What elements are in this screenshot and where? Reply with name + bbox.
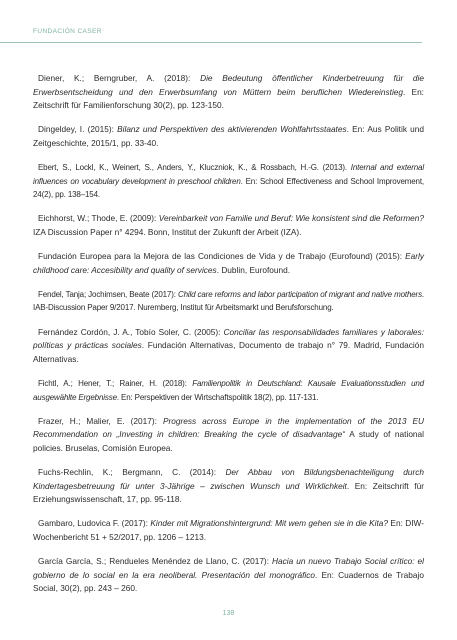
- reference-item: Frazer, H.; Malier, E. (2017): Progress across Europe in the implementation of the 2013 EU Recommendation on „Investing in children: Breaking the cycle of disadvantage“ A study of national policies. Bruselas, Comisión Europea.: [33, 415, 424, 453]
- reference-item: Gambaro, Ludovica F. (2017): Kinder mit Migrationshintergrund: Mit wem gehen sie in die Kita? En: DIW-Wochenbericht 51 + 52/2017, pp. 1206 – 1213.: [33, 518, 424, 542]
- reference-item: Eichhorst, W.; Thode, E. (2009): Vereinbarkeit von Familie und Beruf: Wie konsistent sind die Reformen? IZA Discussion Paper n° 4294. Bonn, Institut der Zukunft der Arbeit (IZA).: [33, 213, 424, 237]
- reference-item: Fundación Europea para la Mejora de las Condiciones de Vida y de Trabajo (Eurofound) (2015): Early childhood care: Accesibility and quality of services. Dublin, Eurofound.: [33, 251, 424, 275]
- reference-list: [33, 72, 424, 607]
- page-number: 138: [222, 610, 235, 617]
- reference-item: Fuchs-Rechlin, K.; Bergmann, C. (2014): Der Abbau von Bildungsbenachteiligung durch Kindertagesbetreuung für unter 3-Jährige – zwischen Wunsch und Wirklichkeit. En: Zeitschrift für Erziehungswissenschaft, 17, pp. 95-118.: [33, 467, 425, 505]
- reference-item: Diener, K.; Berngruber, A. (2018): Die Bedeutung öffentlicher Kinderbetreuung für die Erwerbsentscheidung und den Erwerbsumfang von Müttern beim beruflichen Wiedereinstieg. En: Zeitschrift für Familienforschung 30(2), pp. 123-150.: [33, 73, 425, 110]
- running-header: FUNDACIÓN CASER: [33, 28, 102, 35]
- reference-item: Fendel, Tanja; Jochimsen, Beate (2017): Child care reforms and labor participation of migrant and native mothers. IAB-Discussion Paper 9/2017. Nuremberg, Institut für Arbeitsmarkt und Berufsforschung.: [33, 289, 424, 313]
- reference-item: Fernández Cordón, J. A., Tobío Soler, C. (2005): Conciliar las responsabilidades familiares y laborales: políticas y prácticas sociales. Fundación Alternativas, Documento de trabajo n° 79. Madrid, Fundación Alternativas.: [33, 326, 424, 364]
- reference-item: Ebert, S., Lockl, K., Weinert, S., Anders, Y., Kluczniok, K., & Rossbach, H.-G. (2013). Internal and external influences on vocabulary development in preschool children. En: School Effectiveness and School Improvement, 24(2), pp. 138–154.: [33, 163, 424, 200]
- header-rule: [0, 42, 422, 43]
- reference-item: Dingeldey, I. (2015): Bilanz und Perspektiven des aktivierenden Wohlfahrtsstaates. En: Aus Politik und Zeitgeschichte, 2015/1, pp. 33-40.: [33, 124, 425, 148]
- reference-item: Fichtl, A.; Hener, T.; Rainer, H. (2018): Familienpolitik in Deutschland: Kausale Evaluationsstudien und ausgewählte Ergebnisse. En: Perspektiven der Wirtschaftspolitik 18(2), pp. 117-131.: [33, 379, 424, 402]
- reference-item: García García, S.; Rendueles Menéndez de Llano, C. (2017): Hacia un nuevo Trabajo Social crítico: el gobierno de lo social en la era neoliberal. Presentación del monográfico. En: Cuadernos de Trabajo Social, 30(2), pp. 243 – 260.: [33, 556, 424, 594]
